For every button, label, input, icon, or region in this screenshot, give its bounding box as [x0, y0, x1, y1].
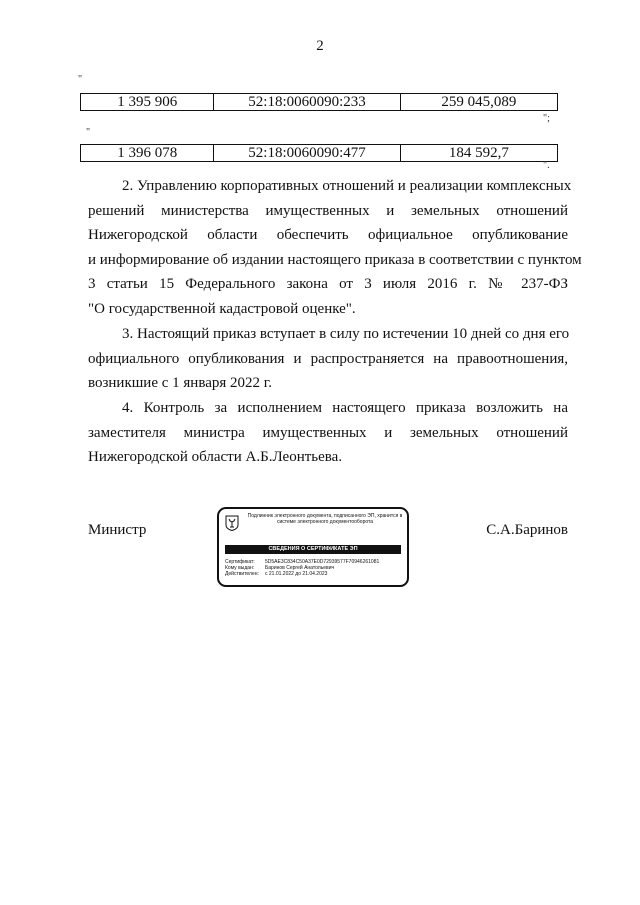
paragraph-line: официального опубликования и распространяется на правоотношения,	[88, 350, 568, 367]
signatory-name: С.А.Баринов	[486, 522, 568, 538]
quote-close-mark: ";	[543, 113, 550, 124]
table-cell-value: 259 045,089	[441, 94, 517, 110]
valid-label: Действителен:	[225, 571, 259, 578]
table-cell-number: 1 396 078	[81, 145, 214, 161]
table-row	[80, 144, 558, 162]
table-row	[80, 93, 558, 111]
paragraph-line: 4. Контроль за исполнением настоящего приказа возложить на	[122, 400, 568, 416]
valid-value: с 21.01.2022 до 21.04.2023	[265, 571, 328, 578]
paragraph-line: Нижегородской области обеспечить официальное опубликование	[88, 227, 568, 244]
paragraph-line: и информирование об издании настоящего приказа в соответствии с пунктом	[88, 251, 582, 268]
owner-value: Баринов Сергей Анатольевич	[265, 565, 335, 572]
paragraph-line: 3. Настоящий приказ вступает в силу по истечении 10 дней со дня его	[122, 326, 570, 342]
owner-label: Кому выдан:	[225, 565, 255, 572]
stamp-title-bar: СВЕДЕНИЯ О СЕРТИФИКАТЕ ЭП	[225, 545, 401, 554]
table-cell-cadastral: 52:18:0060090:233	[214, 94, 400, 110]
table-cell-cadastral: 52:18:0060090:477	[214, 145, 400, 161]
paragraph-line: "О государственной кадастровой оценке".	[88, 300, 356, 317]
quote-open-mark: "	[78, 74, 83, 85]
page-number: 2	[316, 38, 324, 54]
paragraph-3	[88, 322, 568, 396]
stamp-details	[225, 559, 403, 578]
cert-value: 5D5AE3C834C50A37E0D72939577F70946261081	[265, 559, 380, 565]
cert-label: Сертификат:	[225, 559, 255, 565]
quote-close-mark: ".	[543, 160, 550, 171]
paragraph-line: возникшие с 1 января 2022 г.	[88, 375, 272, 392]
paragraph-line: 3 статьи 15 Федерального закона от 3 июля 2016 г. № 237-ФЗ	[88, 276, 568, 293]
paragraph-line: Нижегородской области А.Б.Леонтьева.	[88, 449, 343, 466]
deer-emblem-icon	[225, 515, 239, 531]
paragraph-line: заместителя министра имущественных и земельных отношений	[88, 424, 568, 441]
stamp-header: Подлинник электронного документа, подписанного ЭП, хранится в системе электронного документооборота	[247, 513, 403, 525]
signatory-position: Министр	[88, 522, 147, 538]
quote-open-mark: "	[86, 127, 91, 138]
table-cell-number: 1 395 906	[81, 94, 214, 110]
table-cell-value: 184 592,7	[448, 145, 509, 161]
electronic-signature-stamp	[217, 507, 409, 587]
paragraph-line: решений министерства имущественных и земельных отношений	[88, 202, 568, 219]
paragraph-2	[88, 174, 582, 322]
paragraph-line: 2. Управлению корпоративных отношений и реализации комплексных	[122, 178, 572, 194]
paragraph-4	[88, 396, 568, 470]
